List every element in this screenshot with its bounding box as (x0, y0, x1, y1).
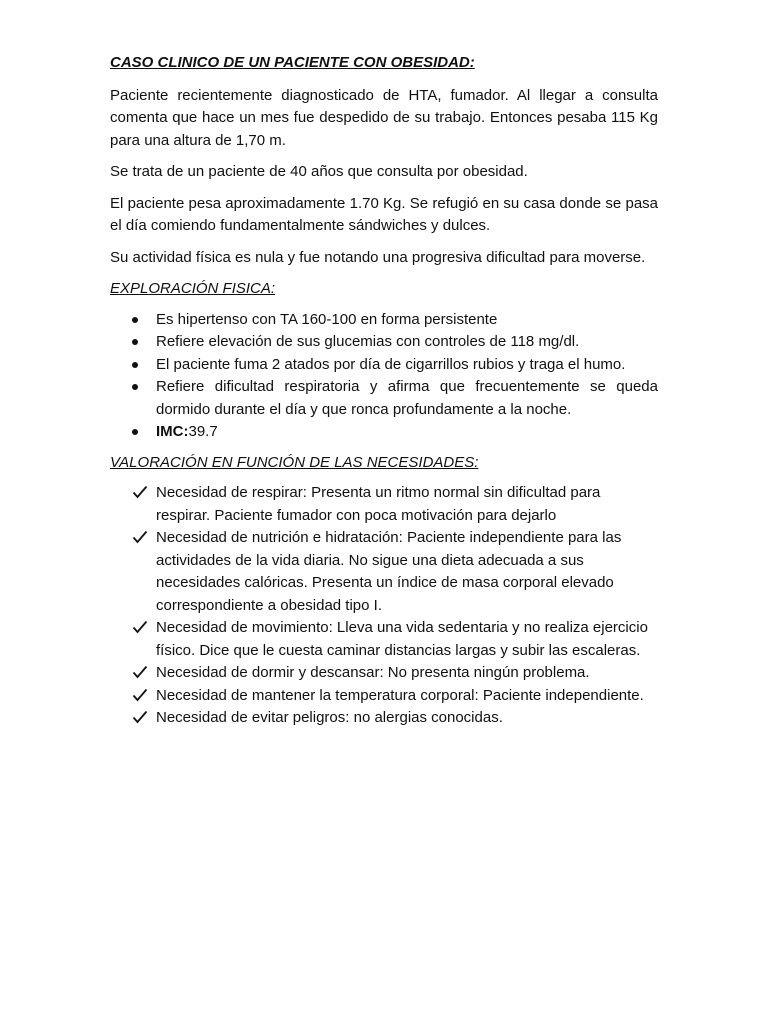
checkmark-icon (132, 485, 148, 499)
valoracion-item (110, 527, 658, 617)
valoracion-item (110, 707, 658, 730)
valoracion-item (110, 685, 658, 708)
valoracion-item (110, 482, 658, 527)
imc-label: IMC: (156, 423, 189, 440)
exploracion-list (110, 309, 658, 444)
bullet-icon (132, 362, 138, 368)
document-title: CASO CLINICO DE UN PACIENTE CON OBESIDAD: (110, 54, 475, 71)
exploracion-item-text: Refiere dificultad respiratoria y afirma que frecuentemente se queda dormido durante el día y que ronca profundamente a la noche. (156, 378, 658, 418)
bullet-icon (132, 384, 138, 390)
valoracion-item-text: Necesidad de nutrición e hidratación: Paciente independiente para las actividades de la vida diaria. No sigue una dieta adecuada a sus necesidades calóricas. Presenta un índice de masa corporal elevado correspondiente a obesidad tipo I. (156, 529, 622, 614)
imc-value: 39.7 (188, 423, 218, 440)
checkmark-icon (132, 688, 148, 702)
paragraph-age: Se trata de un paciente de 40 años que consulta por obesidad. (110, 163, 528, 180)
paragraph-weight: El paciente pesa aproximadamente 1.70 Kg. Se refugió en su casa donde se pasa el día comiendo fundamentalmente sándwiches y dulces. (110, 194, 658, 234)
exploracion-item (110, 331, 658, 354)
checkmark-icon (132, 530, 148, 544)
bullet-icon (132, 339, 138, 345)
exploracion-item (110, 376, 658, 421)
valoracion-item-text: Necesidad de dormir y descansar: No presenta ningún problema. (156, 664, 590, 681)
exploracion-heading: EXPLORACIÓN FISICA: (110, 280, 276, 297)
bullet-icon (132, 317, 138, 323)
valoracion-item-text: Necesidad de mantener la temperatura corporal: Paciente independiente. (156, 686, 644, 704)
checkmark-icon (132, 665, 148, 679)
checkmark-icon (132, 710, 148, 724)
document-page (110, 52, 658, 730)
valoracion-item-text: Necesidad de movimiento: Lleva una vida sedentaria y no realiza ejercicio físico. Dice que le cuesta caminar distancias largas y subir las escaleras. (156, 619, 648, 659)
exploracion-item-text: Es hipertenso con TA 160-100 en forma persistente (156, 310, 498, 328)
valoracion-heading: VALORACIÓN EN FUNCIÓN DE LAS NECESIDADES: (110, 453, 479, 471)
valoracion-item-text: Necesidad de respirar: Presenta un ritmo normal sin dificultad para respirar. Paciente fumador con poca motivación para dejarlo (156, 484, 601, 524)
valoracion-item-text: Necesidad de evitar peligros: no alergias conocidas. (156, 709, 503, 726)
paragraph-activity: Su actividad física es nula y fue notando una progresiva dificultad para moverse. (110, 248, 646, 266)
bullet-icon (132, 429, 138, 435)
exploracion-item (110, 309, 658, 332)
valoracion-item (110, 617, 658, 662)
valoracion-list (110, 482, 658, 730)
paragraph-intro: Paciente recientemente diagnosticado de HTA, fumador. Al llegar a consulta comenta que hace un mes fue despedido de su trabajo. Entonces pesaba 115 Kg para una altura de 1,70 m. (110, 86, 658, 149)
valoracion-item (110, 662, 658, 685)
checkmark-icon (132, 620, 148, 634)
exploracion-item-text: El paciente fuma 2 atados por día de cigarrillos rubios y traga el humo. (156, 355, 626, 373)
exploracion-item-text: Refiere elevación de sus glucemias con controles de 118 mg/dl. (156, 333, 580, 350)
exploracion-item-imc (110, 421, 658, 444)
exploracion-item (110, 354, 658, 377)
